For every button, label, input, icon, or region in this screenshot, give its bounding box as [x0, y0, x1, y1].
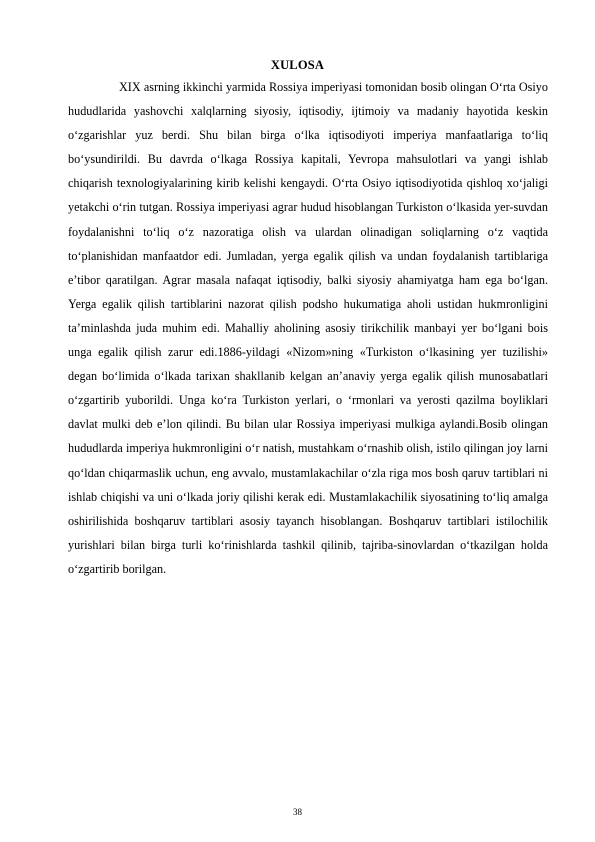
- page-title: XULOSA: [270, 58, 325, 72]
- page-number: 38: [293, 807, 302, 817]
- body-paragraph: XIX asrning ikkinchi yarmida Rossiya imperiyasi tomonidan bosib olingan O‘rta Osiyo hududlarida yashovchi xalqlarning siyosiy, iqtisodiy, ijtimoiy va madaniy hayotida keskin o‘zgarishlar yuz berdi. Shu bilan birga o‘lka iqtisodiyoti imperiya manfaatlariga to‘liq bo‘ysundirildi. Bu davrda o‘lkaga Rossiya kapitali, Yevropa mahsulotlari va yangi ishlab chiqarish texnologiyalarining kirib kelishi kengaydi. O‘rta Osiyo iqtisodiyotida qishloq xo‘jaligi yetakchi o‘rin tutgan. Rossiya imperiyasi agrar hudud hisoblangan Turkiston o‘lkasida yer-suvdan foydalanishni to‘liq o‘z nazoratiga olish va ulardan olinadigan soliqlarning o‘z vaqtida to‘planishidan manfaatdor edi. Jumladan, yerga egalik qilish va undan foydalanish tartiblariga e’tibor qaratilgan. Agrar masala nafaqat iqtisodiy, balki siyosiy ahamiyatga ham ega bo‘lgan. Yerga egalik qilish tartiblarini nazorat qilish podsho hukumatiga aholi ustidan hukmronligini ta’minlashda juda muhim edi. Mahalliy aholining asosiy tirikchilik manbayi yer bo‘lgani bois unga egalik qilish zarur edi.1886-yildagi «Nizom»ning «Turkiston o‘lkasining yer tuzilishi» degan bo‘limida o‘lkada tarixan shakllanib kelgan an’anaviy yerga egalik qilish munosabatlari o‘zgartirib yuborildi. Unga ko‘ra Turkiston yerlari, o ‘rmonlari va yerosti qazilma boyliklari davlat mulki deb e’lon qilindi. Bu bilan ular Rossiya imperiyasi mulkiga aylandi.Bosib olingan hududlarda imperiya hukmronligini o‘r natish, mustahkam o‘rnashib olish, istilo qilingan joy larni qo‘ldan chiqarmaslik uchun, eng avvalo, mustamlakachilar o‘zla riga mos bosh qaruv tartiblari ni ishlab chiqishi va uni o‘lkada joriy qilishi kerak edi. Mustamlakachilik siyosatining to‘liq amalga oshirilishida boshqaruv tartiblari asosiy tayanch hisoblangan. Boshqaruv tartiblari istilochilik yurishlari bilan birga turli ko‘rinishlarda tashkil qilinib, tajriba-sinovlardan o‘tkazilgan holda o‘zgartirib borilgan.: [68, 80, 548, 576]
